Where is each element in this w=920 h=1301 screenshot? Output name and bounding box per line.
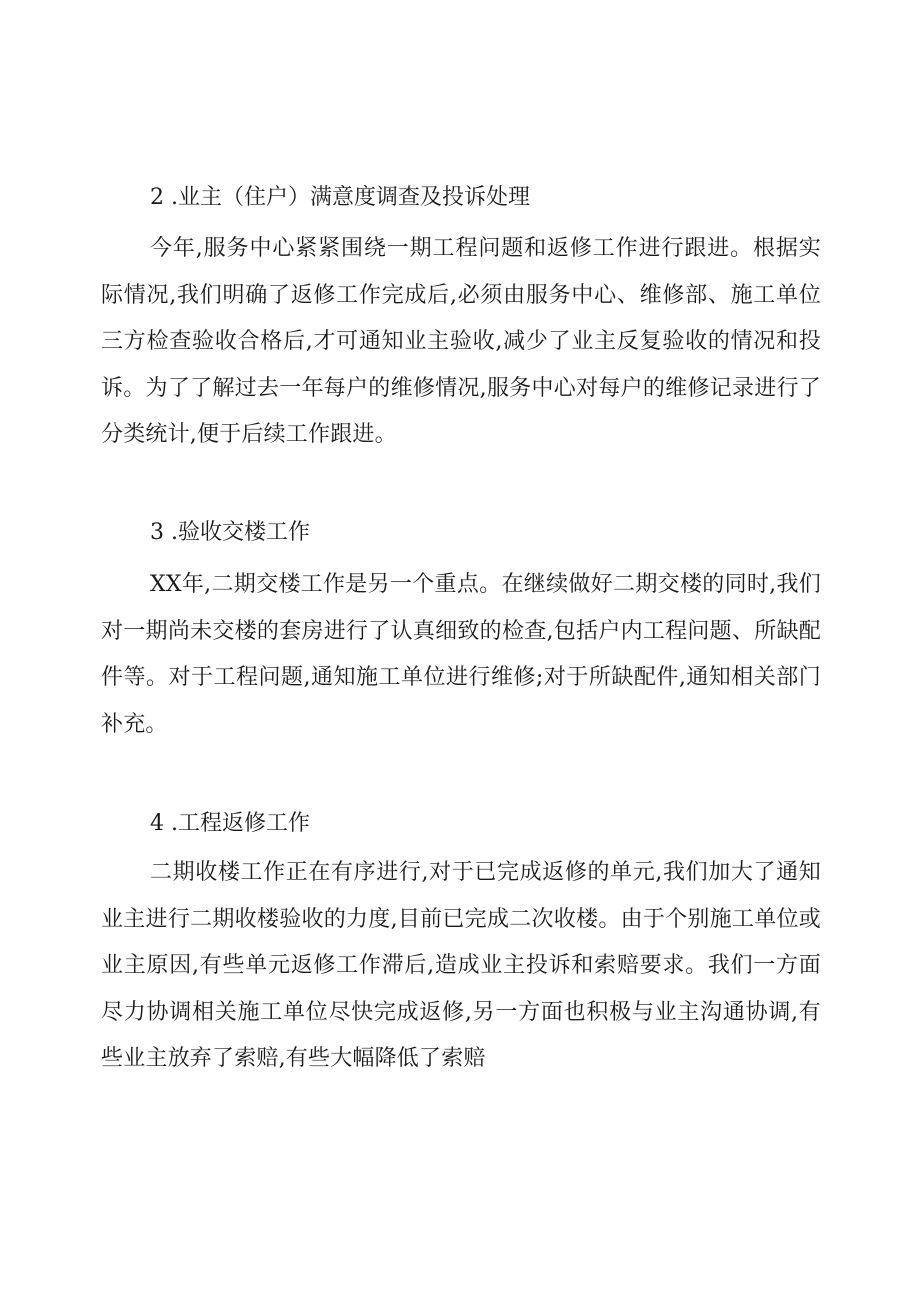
section-paragraph: 今年,服务中心紧紧围绕一期工程问题和返修工作进行跟进。根据实际情况,我们明确了返修工作完成后,必须由服务中心、维修部、施工单位三方检查验收合格后,才可通知业主验收,减少了业主反复验收的情况和投诉。为了了解过去一年每户的维修情况,服务中心对每户的维修记录进行了分类统计,便于后续工作跟进。: [101, 236, 821, 447]
section-paragraph: 二期收楼工作正在有序进行,对于已完成返修的单元,我们加大了通知业主进行二期收楼验收的力度,目前已完成二次收楼。由于个别施工单位或业主原因,有些单元返修工作滞后,造成业主投诉和索赔要求。我们一方面尽力协调相关施工单位尽快完成返修,另一方面也积极与业主沟通协调,有些业主放弃了索赔,有些大幅降低了索赔: [101, 860, 821, 1071]
section-heading: 2 .业主（住户）满意度调查及投诉处理: [150, 185, 530, 210]
section-paragraph: XX年,二期交楼工作是另一个重点。在继续做好二期交楼的同时,我们对一期尚未交楼的套房进行了认真细致的检查,包括户内工程问题、所缺配件等。对于工程问题,通知施工单位进行维修;对于所缺配件,通知相关部门补充。: [101, 572, 821, 737]
section-heading: 3 .验收交楼工作: [150, 520, 310, 545]
section-heading: 4 .工程返修工作: [150, 811, 310, 836]
